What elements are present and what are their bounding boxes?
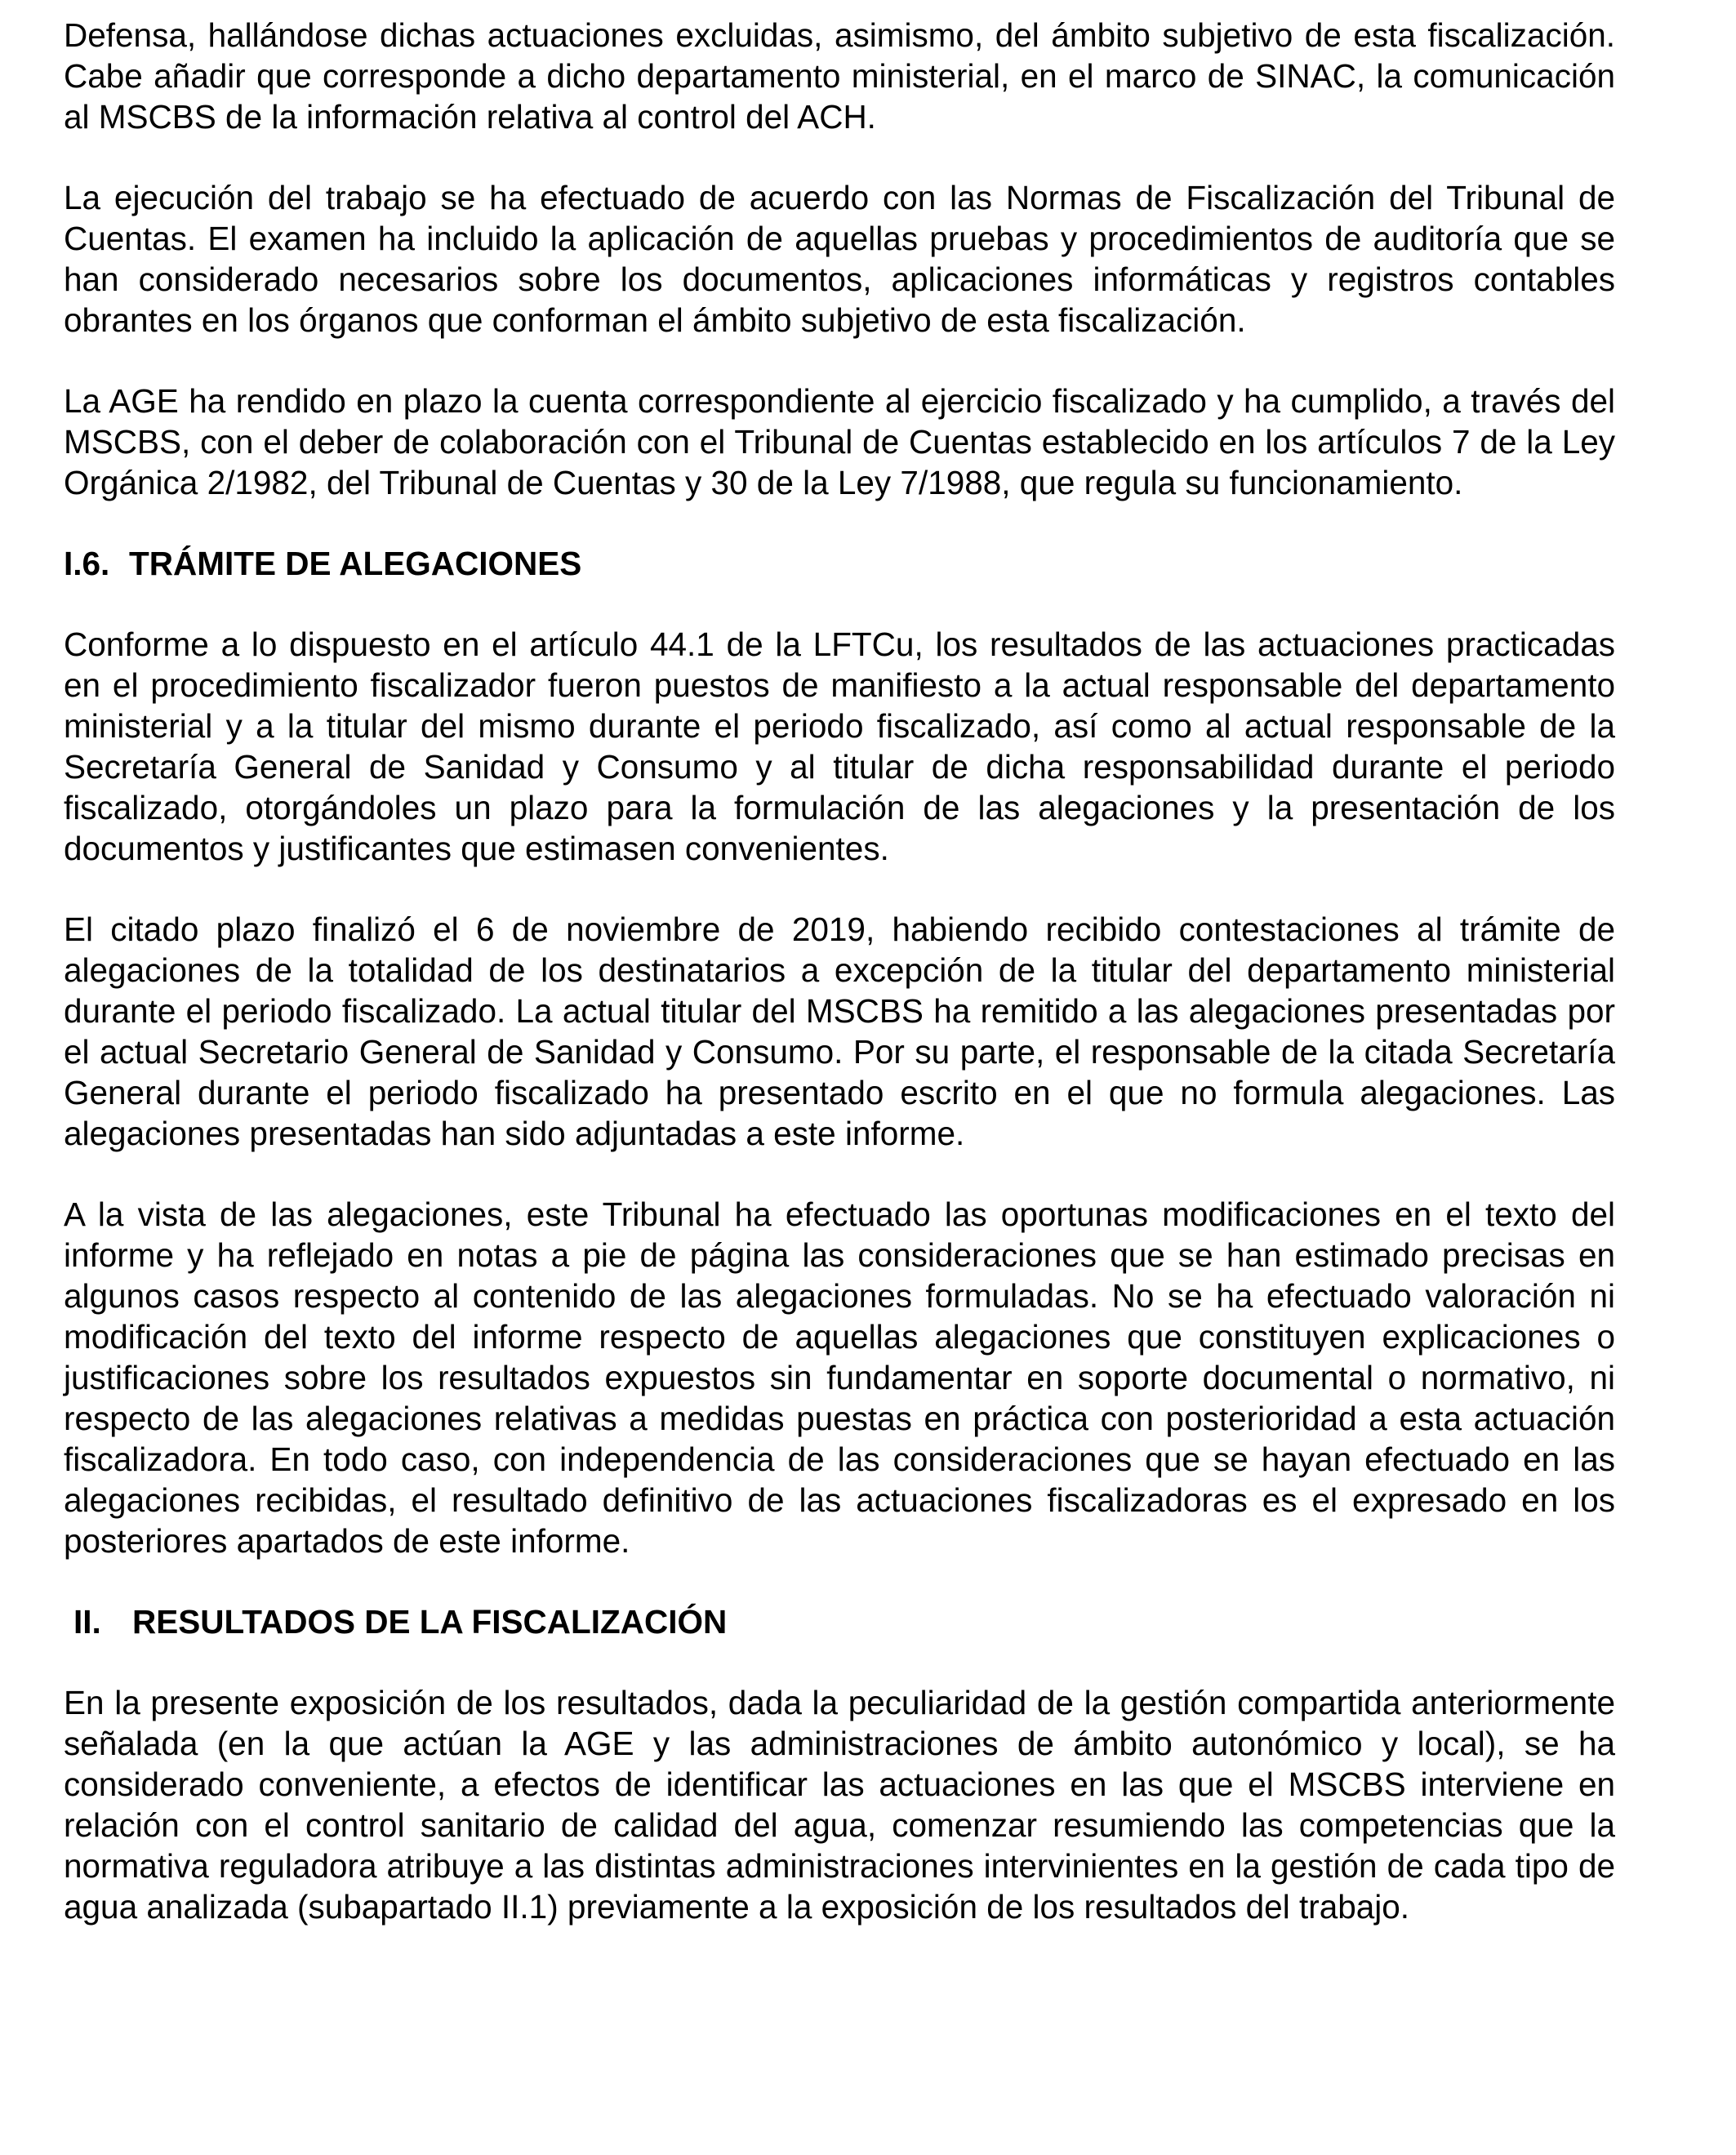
section-title: RESULTADOS DE LA FISCALIZACIÓN — [132, 1603, 728, 1641]
paragraph-ejecucion-trabajo: La ejecución del trabajo se ha efectuado de acuerdo con las Normas de Fiscalización del Tribunal de Cuentas. El examen ha incluido la aplicación de aquellas pruebas y procedimientos de auditoría que se han considerado necesarios sobre los documentos, aplicaciones informáticas y registros contables obrantes en los órganos que conforman el ámbito subjetivo de esta fiscalización. — [64, 179, 1615, 339]
paragraph-vista-alegaciones: A la vista de las alegaciones, este Tribunal ha efectuado las oportunas modificaciones en el texto del informe y ha reflejado en notas a pie de página las consideraciones que se han estimado precisas en algunos casos respecto al contenido de las alegaciones formuladas. No se ha efectuado valoración ni modificación del texto del informe respecto de aquellas alegaciones que constituyen explicaciones o justificaciones sobre los resultados expuestos sin fundamentar en soporte documental o normativo, ni respecto de las alegaciones relativas a medidas puestas en práctica con posterioridad a esta actuación fiscalizadora. En todo caso, con independencia de las consideraciones que se hayan efectuado en las alegaciones recibidas, el resultado definitivo de las actuaciones fiscalizadoras es el expresado en los posteriores apartados de este informe. — [64, 1195, 1615, 1560]
paragraph-conforme: Conforme a lo dispuesto en el artículo 44.1 de la LFTCu, los resultados de las actuaciones practicadas en el procedimiento fiscalizador fueron puestos de manifiesto a la actual responsable del departamento ministerial y a la titular del mismo durante el periodo fiscalizado, así como al actual responsable de la Secretaría General de Sanidad y Consumo y al titular de dicha responsabilidad durante el periodo fiscalizado, otorgándoles un plazo para la formulación de las alegaciones y la presentación de los documentos y justificantes que estimasen convenientes. — [64, 626, 1615, 867]
section-number: II. — [73, 1603, 101, 1641]
section-heading-resultados — [64, 1601, 1615, 1642]
paragraph-defensa: Defensa, hallándose dichas actuaciones excluidas, asimismo, del ámbito subjetivo de esta fiscalización. Cabe añadir que corresponde a dicho departamento ministerial, en el marco de SINAC, la comunicación al MSCBS de la información relativa al control del ACH. — [64, 16, 1615, 136]
section-number: I.6. — [64, 545, 110, 582]
paragraph-plazo: El citado plazo finalizó el 6 de noviembre de 2019, habiendo recibido contestaciones al trámite de alegaciones de la totalidad de los destinatarios a excepción de la titular del departamento ministerial durante el periodo fiscalizado. La actual titular del MSCBS ha remitido a las alegaciones presentadas por el actual Secretario General de Sanidad y Consumo. Por su parte, el responsable de la citada Secretaría General durante el periodo fiscalizado ha presentado escrito en el que no formula alegaciones. Las alegaciones presentadas han sido adjuntadas a este informe. — [64, 911, 1615, 1152]
paragraph-rendicion-cuenta: La AGE ha rendido en plazo la cuenta correspondiente al ejercicio fiscalizado y ha cumplido, a través del MSCBS, con el deber de colaboración con el Tribunal de Cuentas establecido en los artículos 7 de la Ley Orgánica 2/1982, del Tribunal de Cuentas y 30 de la Ley 7/1988, que regula su funcionamiento. — [64, 382, 1615, 501]
document-page — [64, 15, 1615, 1967]
section-heading-tramite-alegaciones — [64, 543, 1615, 584]
paragraph-exposicion-resultados: En la presente exposición de los resultados, dada la peculiaridad de la gestión compartida anteriormente señalada (en la que actúan la AGE y las administraciones de ámbito autonómico y local), se ha considerado conveniente, a efectos de identificar las actuaciones en las que el MSCBS interviene en relación con el control sanitario de calidad del agua, comenzar resumiendo las competencias que la normativa reguladora atribuye a las distintas administraciones intervinientes en la gestión de cada tipo de agua analizada (subapartado II.1) previamente a la exposición de los resultados del trabajo. — [64, 1684, 1615, 1926]
section-title: TRÁMITE DE ALEGACIONES — [129, 545, 582, 582]
